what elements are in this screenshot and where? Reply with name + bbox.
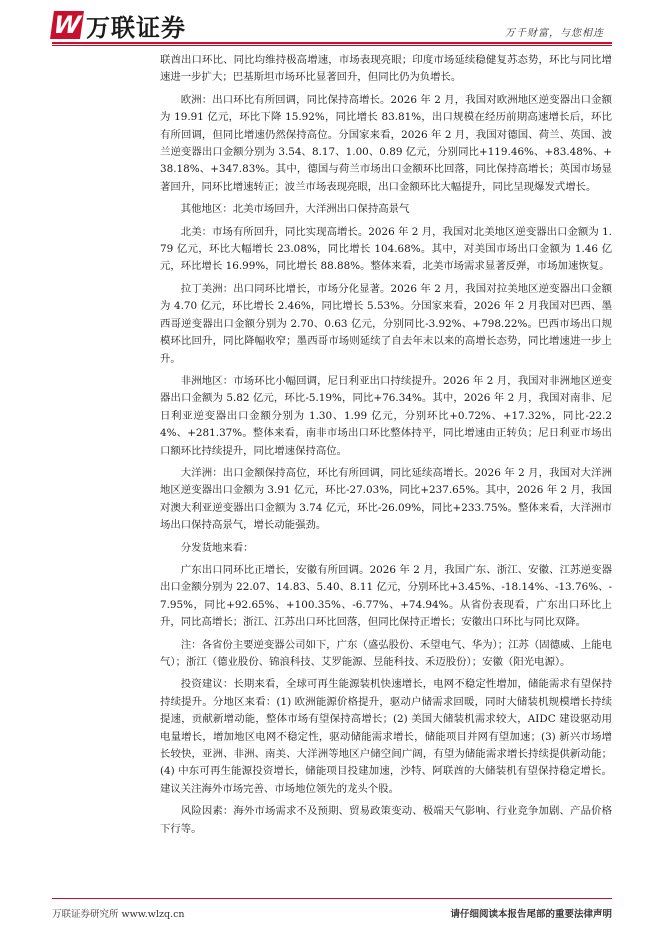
section-heading-by-origin: 分发货地来看： — [180, 541, 254, 554]
paragraph-investment-advice: 投资建议：长期来看，全球可再生能源装机快速增长，电网不稳定性增加，储能需求有望保持持续提升。分地区来看：(1) 欧洲能源价格提升，驱动户储需求回暖，同时大储装机规模增长持续提速，贡献新增动能，整体市场有望保持高增长；(2) 美国大储装机需求较大，AIDC 建设驱动用电量增长，增加地区电网不稳定性，驱动储能需求增长，储能项目并网有望加速；(3) 新兴市场增长较快，亚洲、非洲、南美、大洋洲等地区户储空间广阔，有望为储能需求增长持续提供新动能；(4) 中东可再生能源投资增长，储能项目投建加速，沙特、阿联酋的大储装机有望保持稳定增长。建议关注海外市场完善、市场地位领先的龙头个股。 — [160, 678, 612, 795]
logo-mark: W — [51, 11, 83, 39]
header-rule — [52, 42, 612, 44]
paragraph-note-companies: 注：各省份主要逆变器公司如下，广东（盛弘股份、禾望电气、华为）；江苏（固德威、上能电气）；浙江（德业股份、锦浪科技、艾罗能源、昱能科技、禾迈股份）；安徽（阳光电源）。 — [160, 638, 612, 668]
company-logo — [52, 10, 186, 40]
paragraph-risk-factors: 风险因素：海外市场需求不及预期、贸易政策变动、极端天气影响、行业竞争加剧、产品价格下行等。 — [160, 805, 612, 835]
paragraph-oceania: 大洋洲：出口金额保持高位，环比有所回调，同比延续高增长。2026 年 2 月，我国对大洋洲地区逆变器出口金额为 3.91 亿元，环比-27.03%，同比+237.65%。其中，2026 年 2 月，我国对澳大利亚逆变器出口金额为 3.74 亿元，环比-26.09%，同比+233.75%。整体来看，大洋洲市场出口保持高景气，增长动能强劲。 — [160, 466, 612, 532]
paragraph-north-america: 北美：市场有所回升，同比实现高增长。2026 年 2 月，我国对北美地区逆变器出口金额为 1.79 亿元，环比大幅增长 23.08%，同比增长 104.68%。其中，对美国市场出口金额为 1.46 亿元，环比增长 16.99%，同比增长 88.88%。整体来看，北美市场需求显著反弹，市场加速恢复。 — [160, 225, 612, 273]
paragraph-europe: 欧洲：出口环比有所回调，同比保持高增长。2026 年 2 月，我国对欧洲地区逆变器出口金额为 19.91 亿元，环比下降 15.92%，同比增长 83.81%，出口规模在经历前期高速增长后，环比有所回调，但同比增速仍然保持高位。分国家来看，2026 年 2 月，我国对德国、荷兰、英国、波兰逆变器出口金额分别为 3.54、8.17、1.00、0.89 亿元，分别同比+119.46%、+83.48%、+38.18%、+347.83%。其中，德国与荷兰市场出口金额环比回落，同比保持高增长；英国市场显著回升，同环比增速转正；波兰市场表现亮眼，出口金额环比大幅提升，同比呈现爆发式增长。 — [160, 93, 612, 193]
footer-disclaimer: 请仔细阅读本报告尾部的重要法律声明 — [450, 909, 612, 920]
section-heading-other-regions: 其他地区：北美市场回升，大洋洲出口保持高景气 — [180, 203, 410, 216]
paragraph-provinces: 广东出口同环比正增长，安徽有所回调。2026 年 2 月，我国广东、浙江、安徽、江苏逆变器出口金额分别为 22.07、14.83、5.40、8.11 亿元，分别环比+3.45%、-18.14%、-13.76%、-7.95%，同比+92.65%、+100.35%、-6.77%、+74.94%。从省份表现看，广东出口环比上升，同比高增长；浙江、江苏出口环比回落，但同比保持正增长；安徽出口环比与同比双降。 — [160, 563, 612, 629]
report-body — [160, 52, 612, 843]
footer-rule — [52, 898, 612, 899]
logo-name: 万联证券 — [86, 13, 186, 42]
page-header — [0, 0, 662, 46]
paragraph-uae-india-pakistan: 联酋出口环比、同比均维持极高增速，市场表现亮眼；印度市场延续稳健复苏态势，环比与同比增速进一步扩大；巴基斯坦市场环比显著回升，但同比仍为负增长。 — [160, 54, 612, 84]
page-footer — [52, 898, 612, 928]
header-slogan: 万千财富，与您相连 — [505, 28, 604, 39]
paragraph-latin-america: 拉丁美洲：出口同环比增长，市场分化显著。2026 年 2 月，我国对拉美地区逆变器出口金额为 4.70 亿元，环比增长 2.46%，同比增长 5.53%。分国家来看，2026 年 2 月我国对巴西、墨西哥逆变器出口金额分别为 2.70、0.63 亿元，分别同比-3.92%、+798.22%。巴西市场出口规模环比回升，同比降幅收窄；墨西哥市场则延续了自去年末以来的高增长态势，同比增速进一步上升。 — [160, 282, 612, 365]
header-rule-thin — [52, 45, 612, 46]
paragraph-africa: 非洲地区：市场环比小幅回调，尼日利亚出口持续提升。2026 年 2 月，我国对非洲地区逆变器出口金额为 5.82 亿元，环比-5.19%，同比+76.34%。其中，2026 年 2 月，我国对南非、尼日利亚逆变器出口金额分别为 1.30、1.99 亿元，分别环比+0.72%、+17.32%，同比-22.24%、+281.37%。整体来看，南非市场出口环比整体持平，同比增速由正转负；尼日利亚市场出口额环比持续提升，同比增速保持高位。 — [160, 374, 612, 457]
footer-source: 万联证券研究所 www.wlzq.cn — [52, 909, 185, 920]
